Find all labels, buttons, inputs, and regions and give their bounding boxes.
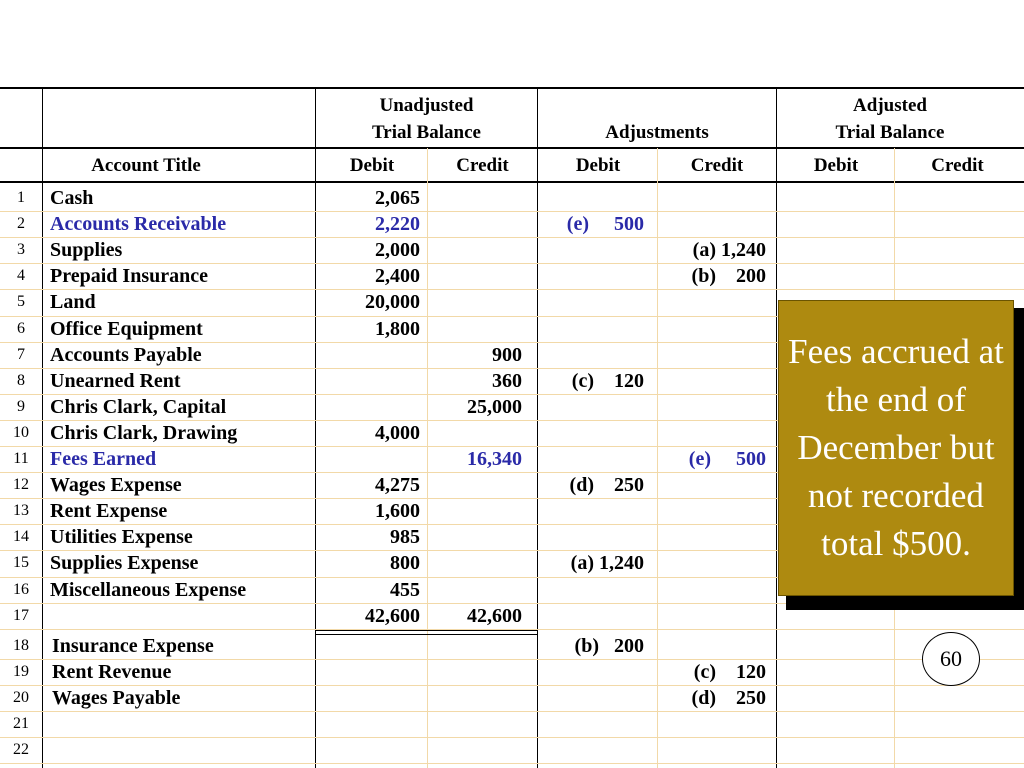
- adj-credit-cell: (e) 500: [688, 448, 766, 470]
- account-title: Supplies: [50, 239, 123, 262]
- row-number: 9: [17, 397, 25, 415]
- account-title: Prepaid Insurance: [50, 265, 208, 288]
- row-number: 21: [13, 715, 29, 732]
- row-number: 2: [17, 215, 25, 233]
- account-title: Unearned Rent: [50, 369, 181, 392]
- ut-debit-cell: 20,000: [365, 291, 420, 314]
- page-number: 60: [940, 646, 962, 671]
- ut-credit-cell: 42,600: [467, 604, 522, 627]
- adj-debit-cell: (b) 200: [574, 634, 644, 657]
- row-number: 13: [13, 502, 29, 520]
- ut-debit-cell: 800: [390, 552, 420, 575]
- row-number: 20: [13, 688, 29, 706]
- row-number: 4: [17, 267, 25, 285]
- account-title: Office Equipment: [50, 317, 203, 340]
- adj-credit-cell: (c) 120: [693, 660, 766, 683]
- row-number: 14: [13, 528, 29, 546]
- ut-debit-cell: 42,600: [365, 604, 420, 627]
- account-title: Accounts Payable: [50, 343, 202, 366]
- adj-credit-header: Credit: [690, 155, 744, 176]
- unadjusted-header-line1: Unadjusted: [379, 95, 474, 116]
- account-title: Land: [50, 291, 96, 314]
- row-number: 3: [17, 241, 25, 259]
- ut-debit-cell: 2,400: [375, 265, 420, 288]
- ut-credit-cell: 25,000: [467, 395, 522, 418]
- account-title: Wages Expense: [50, 474, 182, 497]
- ut-credit-cell: 16,340: [467, 448, 522, 470]
- adj-credit-cell: (b) 200: [691, 265, 766, 288]
- row-number: 16: [13, 580, 29, 598]
- adjusted-header: [777, 92, 1003, 146]
- at-debit-header: Debit: [813, 155, 859, 176]
- account-title: Miscellaneous Expense: [50, 578, 247, 601]
- adj-debit-cell: (d) 250: [569, 474, 644, 497]
- adj-debit-cell: (c) 120: [571, 369, 644, 392]
- account-title: Insurance Expense: [52, 634, 214, 657]
- account-title: Fees Earned: [50, 448, 157, 470]
- row-number: 12: [13, 476, 29, 494]
- row-number: 10: [13, 423, 29, 441]
- row-rule: [0, 711, 1024, 712]
- row-number: 19: [13, 662, 29, 680]
- account-title: Accounts Receivable: [50, 213, 227, 236]
- totals-double-rule: [316, 630, 537, 635]
- account-title: Cash: [50, 187, 94, 209]
- row-rule: [0, 737, 1024, 738]
- unadjusted-header: [316, 92, 537, 146]
- account-title: Wages Payable: [52, 686, 181, 709]
- fees-accrued-callout: [778, 300, 1014, 596]
- row-number: 8: [17, 371, 25, 389]
- ut-debit-cell: 4,275: [375, 474, 420, 497]
- row-number: 22: [13, 741, 29, 759]
- account-title: Supplies Expense: [50, 552, 199, 575]
- ut-credit-cell: 360: [492, 369, 522, 392]
- row-number: 15: [13, 554, 29, 572]
- row-rule: [0, 289, 1024, 290]
- row-number: 7: [17, 345, 25, 363]
- row-number: 1: [17, 189, 25, 206]
- unadjusted-header-line2: Trial Balance: [372, 122, 481, 143]
- account-title: Chris Clark, Capital: [50, 395, 227, 418]
- ut-debit-cell: 2,220: [375, 213, 420, 236]
- callout-text: Fees accrued at the end of December but not recorded total $500.: [788, 332, 1004, 563]
- at-credit-header: Credit: [931, 155, 984, 176]
- ut-debit-cell: 1,600: [375, 500, 420, 523]
- account-title: Rent Expense: [50, 500, 168, 523]
- row-rule: [0, 763, 1024, 764]
- row-number: 6: [17, 319, 25, 337]
- adj-credit-cell: (a) 1,240: [692, 239, 766, 262]
- row-number: 17: [13, 606, 29, 624]
- row-number: 18: [13, 636, 29, 654]
- ut-debit-cell: 2,000: [375, 239, 420, 262]
- ut-debit-cell: 2,065: [375, 187, 420, 209]
- ut-debit-cell: 985: [390, 526, 420, 549]
- ut-debit-cell: 4,000: [375, 421, 420, 444]
- row-number: 5: [17, 293, 25, 311]
- account-title: Rent Revenue: [52, 660, 172, 683]
- adj-credit-cell: (d) 250: [691, 686, 766, 709]
- ut-debit-cell: 1,800: [375, 317, 420, 340]
- adjustments-header: Adjustments: [605, 122, 709, 143]
- ut-credit-header: Credit: [456, 155, 509, 176]
- row-number: 11: [13, 450, 29, 467]
- adj-debit-cell: (a) 1,240: [570, 552, 644, 575]
- adjusted-header-line1: Adjusted: [853, 95, 927, 116]
- adj-debit-cell: (e) 500: [566, 213, 644, 236]
- account-title: Chris Clark, Drawing: [50, 421, 238, 444]
- ut-debit-cell: 455: [390, 578, 420, 601]
- account-title: Utilities Expense: [50, 526, 193, 549]
- ut-debit-header: Debit: [349, 155, 395, 176]
- page-number-badge: [922, 632, 980, 686]
- adj-debit-header: Debit: [575, 155, 621, 176]
- row-rule: [0, 237, 1024, 238]
- ut-credit-cell: 900: [492, 343, 522, 366]
- adjusted-header-line2: Trial Balance: [835, 122, 945, 143]
- account-title-header: Account Title: [91, 155, 201, 176]
